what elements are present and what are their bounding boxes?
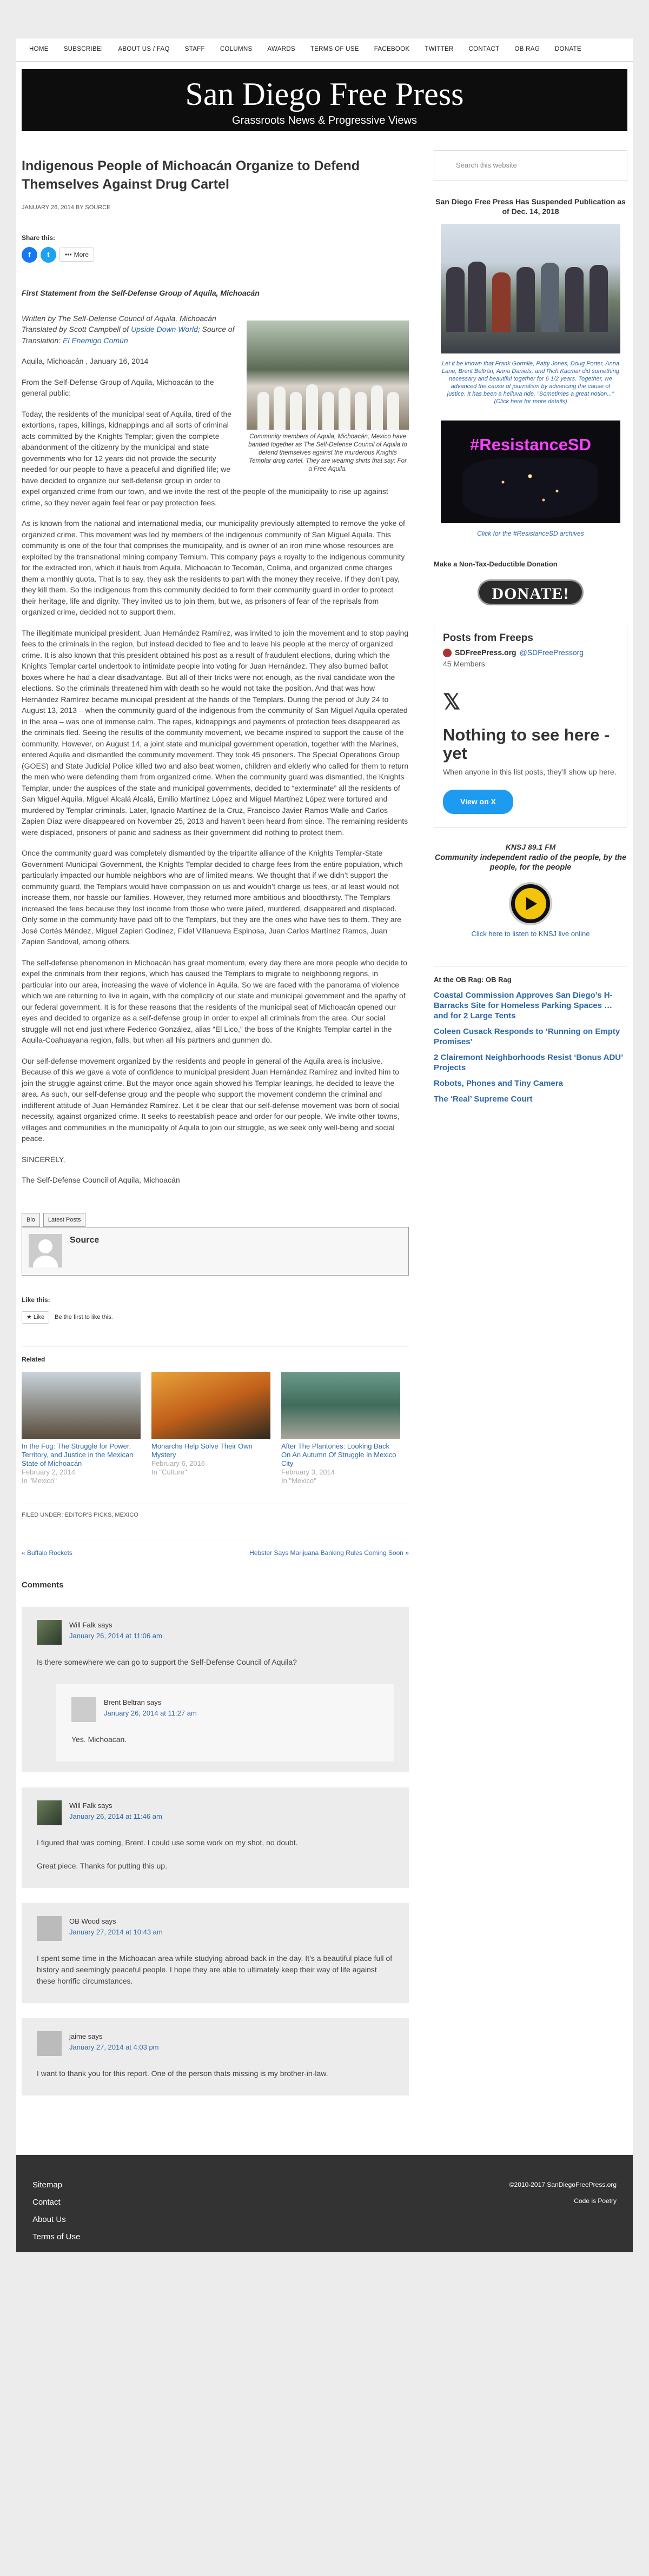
like-button[interactable]: ★ Like xyxy=(22,1311,49,1324)
article-body xyxy=(22,313,409,1186)
sdfp-logo-icon xyxy=(443,649,452,657)
comment-text: I spent some time in the Michoacan area while studying abroad back in the day. It’s a beautiful place full of history and seemingly peaceful people. I hope they are able to ultimately keep their way of life against these horrific circumstances. xyxy=(37,1953,393,1985)
latest-posts-tab[interactable]: Latest Posts xyxy=(43,1213,86,1227)
nav-subscribe[interactable]: SUBSCRIBE! xyxy=(63,46,103,53)
nav-home[interactable]: HOME xyxy=(29,46,49,53)
share-more-label: More xyxy=(74,251,89,258)
paragraph: Aquila, Michoacán , January 16, 2014 xyxy=(22,357,149,365)
figure-caption: Community members of Aquila, Michoacán, Mexico have banded together as The Self-Defense Council of Aquila to defend themselves against the murderous Knights Templar drug cartel. They are wearing shirts that say: For a Free Aquila. xyxy=(248,433,407,472)
site-title[interactable]: San Diego Free Press xyxy=(185,76,464,112)
avatar xyxy=(37,2031,62,2056)
nav-donate[interactable]: DONATE xyxy=(554,46,581,53)
paragraph: The illegitimate municipal president, Juan Hernández Ramírez, was invited to join the movement and to stop paying fees to the criminals in the region, but instead decided to flee and to leave his people at the mercy of organized crime. It is also known that this president obtained his post as a result of fraudulent elections, during which the Knights Templar cartel undertook to intimidate people into voting for Juan Hernández. They also burned ballot boxes where he had a clear disadvantage. But all of their tricks were not enough, as the rival candidate won the elections. So the criminals threatened him with death so he would not take the position. And that was how Hernández Ramírez became municipal president at the hands of the Templars. During the period of July 24 to August 13, 2013 – when the community guard of the indigenous from the community of San Miguel Aquila operated in the area – was one of immense calm. The rapes, kidnappings and payments of protection fees disappeared as the criminals fled. Seeing the results of the community movement, we became inspired to support the cause of the community. However, on August 14, a joint state and municipal government operation, together with the Marines, entered Aquila and dismantled the community movement. They took 45 prisoners. The Special Operations Group (GOES) and State Judicial Police killed two and also beat women, children and elderly who called for them to return the men who were defending them from organized crime. When the community guard was dismantled, the Knights Templar, under the auspices of the state and municipal governments, decided to “exterminate” all the residents of San Miguel Aquila. Miguel Alcalá Alcalá, Emilio Martínez López and Miguel Martínez López were tortured and murdered by Templar criminals. Later, Ignacio Martínez de la Cruz, Francisco Javier Ramos Walle and Carlos Zapien Díaz were disappeared on November 25, 2013 and haven’t been heard from since. The remaining residents were displaced, prisoners of panic and sadness as their government did nothing to protect them. xyxy=(22,628,409,837)
radio-station: KNSJ 89.1 FM xyxy=(505,843,556,851)
comment-text: Yes. Michoacan. xyxy=(71,1734,127,1744)
avatar xyxy=(37,1916,62,1941)
like-widget xyxy=(22,1311,409,1324)
related-date: February 3, 2014 xyxy=(281,1467,335,1476)
comment-text: Is there somewhere we can go to support the Self-Defense Council of Aquila? xyxy=(37,1657,297,1666)
night-map xyxy=(462,458,598,518)
related-date: February 6, 2016 xyxy=(151,1459,206,1467)
community-photo[interactable] xyxy=(247,321,409,430)
paragraph: Our self-defense movement organized by the residents and people in general of the Aquila area is inclusive. Because of this we gave a vote of confidence to municipal president Juan Hernández Ramírez and invited him to join the struggle against crime. But the mayor once again showed his Templar leanings, he decided to leave the area. As such, our self-defense group and the people who support the movement condemn the criminal and indifferent attitude of Juan Hernández Ramírez. Let it be clear that our self-defense movement was born of social necessity, against organized crime. It seeks to reestablish peace and order for our people. We invite other towns, villages and communities in the municipality of Aquila to join our struggle, as we seek only well-being and social peace. xyxy=(22,1056,400,1143)
like-text: Be the first to like this. xyxy=(55,1314,113,1320)
avatar xyxy=(71,1697,96,1722)
share-buttons xyxy=(22,247,409,263)
next-post-link[interactable]: Hebster Says Marijuana Banking Rules Coming Soon » xyxy=(249,1549,409,1557)
credit-author: Written by The Self-Defense Council of Aquila, Michoacán xyxy=(22,313,216,323)
credit-translator: Translated by Scott Campbell of xyxy=(22,325,131,333)
comment-date[interactable]: January 27, 2014 at 4:03 pm xyxy=(69,2043,159,2051)
code-is-poetry: Code is Poetry xyxy=(574,2197,617,2205)
related-posts xyxy=(22,1372,409,1485)
page xyxy=(16,38,633,2252)
footer xyxy=(16,2155,633,2252)
related-thumb[interactable] xyxy=(281,1372,400,1439)
comment xyxy=(22,1903,409,2003)
comment-date[interactable]: January 27, 2014 at 10:43 am xyxy=(69,1928,163,1936)
comment xyxy=(22,1607,409,1772)
related-category: In "Mexico" xyxy=(22,1476,57,1485)
obrag-list xyxy=(434,990,627,1104)
footer-sitemap[interactable]: Sitemap xyxy=(32,2180,63,2190)
comment-text: Great piece. Thanks for putting this up. xyxy=(37,1861,167,1870)
radio-widget xyxy=(434,842,627,939)
related-title[interactable]: Monarchs Help Solve Their Own Mystery xyxy=(151,1442,253,1459)
related-heading: Related xyxy=(22,1346,409,1364)
paragraph: The self-defense phenomenon in Michoacán has great momentum, every day there are more people who decide to expel the criminals from their regions, which has caused the Templars to migrate to neighboring regions, in particular into our area, increasing the wave of violence in Aquila. So we are faced with the panorama of violence which we are returning to live in again, with the complicity of our state and municipal government and the apathy of our federal government. It is for these reasons that the residents of the municipal seat of Michoacán opened our eyes and decided to organize as a self-defense group in order to expel all criminals from the area. Our social struggle will not end just where Federico González, alias “El Lico,” the boss of the Knights Templar cartel in the Aquila-Coahuayana region, falls, but when all his partners and gunmen do. xyxy=(22,958,407,1044)
article-intro: First Statement from the Self-Defense Group of Aquila, Michoacán xyxy=(22,288,260,297)
staff-photo[interactable] xyxy=(441,224,620,353)
resistance-caption[interactable]: Click for the #ResistanceSD archives xyxy=(477,530,584,537)
footer-terms[interactable]: Terms of Use xyxy=(32,2232,81,2241)
related-title[interactable]: After The Plantones: Looking Back On An Autumn Of Struggle In Mexico City xyxy=(281,1442,396,1467)
comment-date[interactable]: January 26, 2014 at 11:06 am xyxy=(69,1632,162,1640)
nav-twitter[interactable]: TWITTER xyxy=(425,46,454,53)
nav-columns[interactable]: COLUMNS xyxy=(220,46,253,53)
avatar xyxy=(37,1800,62,1825)
suspended-notice: San Diego Free Press Has Suspended Publication as of Dec. 14, 2018 xyxy=(435,197,626,216)
nav-staff[interactable]: STAFF xyxy=(184,46,205,53)
comment-author: jaime says xyxy=(69,2032,103,2040)
share-more-button[interactable] xyxy=(59,248,94,262)
more-icon: ••• xyxy=(65,251,72,258)
twitter-widget xyxy=(434,624,627,828)
related-thumb[interactable] xyxy=(151,1372,270,1439)
paragraph: Today, the residents of the municipal seat of Aquila, tired of the extortions, rapes, killings, kidnappings and all sorts of criminal acts committed by the Knights Templar; given the complete abandonment of the citizenry by the municipal and state governments who for 12 years did not provide the security needed for our people to have a peaceful and dignified life; we have decided to organize our self-defense group in order to expel organized crime from our town, and we invite the rest of the people of the municipality to rise up against crime, so they never again feel fear or pay protection fees. xyxy=(22,409,388,507)
staff-caption[interactable]: Let it be known that Frank Gormlie, Patty Jones, Doug Porter, Anna Lane, Brent Beltrán, Anna Daniels, and Rich Kacmar did something necessary and beautiful together for 6 1/2 years. Together, we advanced the cause of journalism by advancing the cause of justice. It has been a helluva ride. "Sometimes a great notion..." (Click here for more details) xyxy=(442,361,619,405)
resistance-banner[interactable] xyxy=(441,421,620,523)
author-box xyxy=(22,1227,409,1276)
nav-obrag[interactable]: OB RAG xyxy=(514,46,540,53)
bio-tab[interactable]: Bio xyxy=(22,1213,40,1227)
paragraph: As is known from the national and international media, our municipality previously attempted to remove the yoke of organized crime. This movement was led by members of the indigenous community of San Miguel Aquila. This community is one of the four that comprises the municipality, and is owner of an iron mine whose resources are exploited by the transnational mining company Ternium. This company pays a royalty to the indigenous community for the extracted iron, which it hauls from Aquila, Michoacán to Tecomán, Colima, and organized crime charges them a monthly quota. That is to say, they ask the residents to part with the money they receive. If they don’t pay, they kill them. So the indigenous from this community decided to form their community guard in order to protect their heritage, life and dignity. They invited us to join them, but we, as prisoners of fear of the reprisals from organized crime, decided not to support them. xyxy=(22,519,405,616)
article-title: Indigenous People of Michoacán Organize to Defend Themselves Against Drug Cartel xyxy=(22,158,360,192)
x-logo-icon: 𝕏 xyxy=(443,690,461,714)
comment-reply xyxy=(56,1684,394,1761)
prev-post-link[interactable]: « Buffalo Rockets xyxy=(22,1549,72,1557)
masthead[interactable] xyxy=(22,69,627,131)
related-post[interactable] xyxy=(151,1372,270,1485)
like-button-label: Like xyxy=(33,1314,45,1320)
nav-terms[interactable]: TERMS OF USE xyxy=(310,46,359,53)
obrag-link[interactable]: Coastal Commission Approves San Diego’s H-Barracks Site for Homeless Parking Spaces … and for 2 Large Tents xyxy=(434,991,613,1020)
related-date: February 2, 2014 xyxy=(22,1467,76,1476)
play-icon[interactable] xyxy=(509,882,552,925)
author-name: Source xyxy=(70,1236,100,1245)
post-navigation xyxy=(22,1539,409,1558)
search-input[interactable]: Search this website xyxy=(434,150,627,181)
paragraph: SINCERELY, xyxy=(22,1154,65,1164)
related-thumb[interactable] xyxy=(22,1372,141,1439)
comment xyxy=(22,2018,409,2095)
comment-text: I want to thank you for this report. One of the person thats missing is my brother-in-law. xyxy=(37,2068,328,2078)
main-content xyxy=(22,147,409,2095)
comment-author: OB Wood says xyxy=(69,1917,116,1925)
donate-button[interactable]: DONATE! xyxy=(478,579,584,605)
footer-contact[interactable]: Contact xyxy=(32,2197,61,2207)
comment-author: Will Falk says xyxy=(69,1620,112,1629)
article-meta: JANUARY 26, 2014 BY SOURCE xyxy=(22,204,111,211)
copyright: ©2010-2017 SanDiegoFreePress.org xyxy=(509,2180,617,2188)
paragraph: From the Self-Defense Group of Aquila, Michoacán to the general public: xyxy=(22,377,214,397)
like-heading: Like this: xyxy=(22,1296,50,1304)
site-tagline: Grassroots News & Progressive Views xyxy=(232,115,417,126)
bio-tabs xyxy=(22,1213,409,1227)
share-heading: Share this: xyxy=(22,233,56,242)
facebook-icon[interactable]: f xyxy=(22,247,37,263)
obrag-link[interactable]: 2 Clairemont Neighborhoods Resist ‘Bonus ADU’ Projects xyxy=(434,1053,623,1072)
nav-awards[interactable]: AWARDS xyxy=(267,46,295,53)
avatar xyxy=(37,1620,62,1645)
twitter-widget-title: Posts from Freeps xyxy=(443,632,533,644)
radio-tagline: Community independent radio of the people, by the people, for the people xyxy=(434,853,627,872)
donate-heading: Make a Non-Tax-Deductible Donation xyxy=(434,560,558,568)
nav-facebook[interactable]: FACEBOOK xyxy=(374,46,410,53)
twitter-name[interactable]: SDFreePress.org xyxy=(455,648,516,657)
comment-author: Brent Beltran says xyxy=(104,1698,162,1706)
comments-heading: Comments xyxy=(22,1580,64,1590)
top-nav xyxy=(16,38,633,62)
related-title[interactable]: In the Fog: The Struggle for Power, Territory, and Justice in the Mexican State of Michoacán xyxy=(22,1442,134,1467)
twitter-empty-text: When anyone in this list posts, they’ll show up here. xyxy=(443,768,617,776)
credit-source: ; Source of Translation: xyxy=(22,325,235,345)
comment-date[interactable]: January 26, 2014 at 11:46 am xyxy=(69,1812,162,1820)
obrag-heading: At the OB Rag: OB Rag xyxy=(434,966,627,985)
comment-text: I figured that was coming, Brent. I could use some work on my shot, no doubt. xyxy=(37,1838,298,1847)
avatar xyxy=(29,1234,62,1267)
filed-under: FILED UNDER: EDITOR'S PICKS, MEXICO xyxy=(22,1504,409,1520)
comment-date[interactable]: January 26, 2014 at 11:27 am xyxy=(104,1709,197,1717)
twitter-empty-title: Nothing to see here - yet xyxy=(443,725,610,763)
nav-about[interactable]: ABOUT US / FAQ xyxy=(118,46,170,53)
related-post[interactable] xyxy=(22,1372,141,1485)
related-category: In "Culture" xyxy=(151,1467,187,1476)
paragraph: Once the community guard was completely dismantled by the tripartite alliance of the Knights Templar-State Government-Municipal Government, the Knights Templar decided to charge fees from the entire population, which particularly impacted our humble neighbors who are of limited means. We thought that if we didn’t support the community guard, the Templars would have compassion on us and wouldn’t charge us fees, or at least would not increase them, nor hassle our families. However, they returned more ambitious and bloodthirsty. The Templars increased the fees because they lost income from those who were jailed, murdered, disappeared and displaced. Only some in the community have paid off to the Templars, but they are the ones who have ties to them. They are José Cortés Méndez, Miguel Zapien Godínez, Fidel Villanueva Espinosa, Juan Carlos Martínez Ramos, Juan Zapien Sandoval, among others. xyxy=(22,849,403,946)
obrag-link[interactable]: Coleen Cusack Responds to ‘Running on Empty Promises’ xyxy=(434,1027,620,1046)
paragraph: The Self-Defense Council of Aquila, Michoacán xyxy=(22,1176,180,1184)
related-post[interactable] xyxy=(281,1372,400,1485)
view-on-x-button[interactable]: View on X xyxy=(443,790,513,814)
resistance-title: #ResistanceSD xyxy=(469,435,591,454)
credit-upside-link[interactable]: Upside Down World xyxy=(131,325,198,333)
footer-about[interactable]: About Us xyxy=(32,2214,66,2224)
comment-author: Will Falk says xyxy=(69,1801,112,1810)
obrag-link[interactable]: Robots, Phones and Tiny Camera xyxy=(434,1079,563,1088)
article-figure xyxy=(247,321,409,473)
nav-contact[interactable]: CONTACT xyxy=(468,46,500,53)
comment xyxy=(22,1787,409,1888)
sidebar xyxy=(434,147,627,2095)
radio-link[interactable]: Click here to listen to KNSJ live online xyxy=(471,930,590,938)
obrag-link[interactable]: The ‘Real’ Supreme Court xyxy=(434,1095,533,1104)
twitter-handle[interactable]: @SDFreePressorg xyxy=(519,648,584,657)
credit-enemigo-link[interactable]: El Enemigo Común xyxy=(63,336,128,345)
twitter-icon[interactable]: t xyxy=(41,247,56,263)
related-category: In "Mexico" xyxy=(281,1476,316,1485)
twitter-count: 45 Members xyxy=(443,659,485,668)
